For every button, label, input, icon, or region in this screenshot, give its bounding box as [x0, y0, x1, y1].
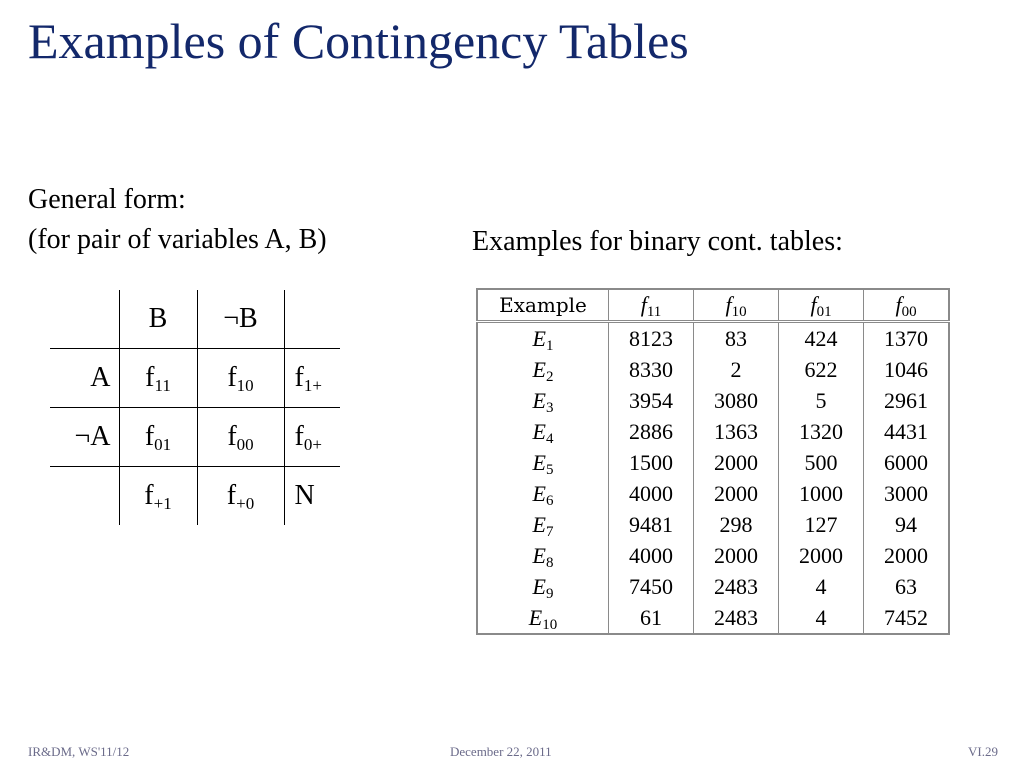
example-value: 2483 — [694, 602, 779, 634]
general-header-cell — [284, 290, 340, 349]
footer-date: December 22, 2011 — [450, 744, 552, 759]
footer-course: IR&DM, WS'11/12 — [28, 744, 130, 759]
general-cell: $f_{01}$ — [119, 408, 197, 467]
example-value: 4 — [779, 602, 864, 634]
example-value: 4000 — [609, 478, 694, 509]
example-value: 127 — [779, 509, 864, 540]
example-value: 622 — [779, 354, 864, 385]
example-label: $E_{10}$ — [477, 602, 609, 634]
example-value: 63 — [864, 571, 950, 602]
example-value: 8330 — [609, 354, 694, 385]
example-label: $E_4$ — [477, 416, 609, 447]
example-value: 2961 — [864, 385, 950, 416]
example-value: 1000 — [779, 478, 864, 509]
general-cell: N — [294, 480, 315, 511]
example-value: 4000 — [609, 540, 694, 571]
example-value: 2 — [694, 354, 779, 385]
general-header-cell: B — [119, 290, 197, 349]
examples-row — [477, 322, 949, 355]
example-value: 1370 — [864, 322, 950, 355]
general-form-heading-line2: (for pair of variables A, B) — [28, 224, 327, 255]
example-value: 2000 — [694, 540, 779, 571]
examples-row — [477, 540, 949, 571]
example-value: 4431 — [864, 416, 950, 447]
example-value: 7450 — [609, 571, 694, 602]
example-value: 2000 — [779, 540, 864, 571]
example-label: $E_7$ — [477, 509, 609, 540]
general-form-heading-line1: General form: — [28, 184, 186, 215]
example-label: $E_3$ — [477, 385, 609, 416]
example-value: 7452 — [864, 602, 950, 634]
example-label: $E_2$ — [477, 354, 609, 385]
slide-title: Examples of Contingency Tables — [28, 13, 689, 69]
examples-column-header: Example — [477, 289, 609, 322]
example-value: 2000 — [864, 540, 950, 571]
examples-row — [477, 354, 949, 385]
examples-row — [477, 416, 949, 447]
examples-row — [477, 447, 949, 478]
example-value: 6000 — [864, 447, 950, 478]
examples-header-row — [477, 289, 949, 322]
general-cell: $f_{+1}$ — [119, 467, 197, 526]
general-cell: $f_{10}$ — [197, 349, 284, 408]
example-value: 2886 — [609, 416, 694, 447]
example-value: 9481 — [609, 509, 694, 540]
example-value: 500 — [779, 447, 864, 478]
general-table-row — [50, 467, 340, 526]
example-label: $E_1$ — [477, 322, 609, 355]
example-label: $E_5$ — [477, 447, 609, 478]
general-row-label: A — [50, 349, 119, 408]
examples-row — [477, 571, 949, 602]
general-table-header-row — [50, 290, 340, 349]
examples-row — [477, 509, 949, 540]
example-value: 5 — [779, 385, 864, 416]
general-row-label — [50, 467, 119, 526]
examples-column-header: $f_{11}$ — [609, 289, 694, 322]
example-value: 2000 — [694, 478, 779, 509]
examples-column-header: $f_{01}$ — [779, 289, 864, 322]
example-value: 4 — [779, 571, 864, 602]
examples-heading: Examples for binary cont. tables: — [472, 226, 843, 257]
example-value: 3000 — [864, 478, 950, 509]
example-value: 94 — [864, 509, 950, 540]
general-header-cell: ¬B — [197, 290, 284, 349]
general-cell: $f_{11}$ — [119, 349, 197, 408]
general-row-label: ¬A — [50, 408, 119, 467]
example-value: 1046 — [864, 354, 950, 385]
example-value: 2000 — [694, 447, 779, 478]
example-label: $E_8$ — [477, 540, 609, 571]
example-value: 1500 — [609, 447, 694, 478]
general-cell: $f_{+0}$ — [197, 467, 284, 526]
example-value: 298 — [694, 509, 779, 540]
examples-column-header: $f_{00}$ — [864, 289, 950, 322]
examples-table — [476, 288, 950, 635]
example-value: 2483 — [694, 571, 779, 602]
example-label: $E_6$ — [477, 478, 609, 509]
example-value: 61 — [609, 602, 694, 634]
examples-row — [477, 478, 949, 509]
example-value: 3954 — [609, 385, 694, 416]
example-value: 1320 — [779, 416, 864, 447]
general-cell: $f_{00}$ — [197, 408, 284, 467]
examples-row — [477, 602, 949, 634]
example-value: 424 — [779, 322, 864, 355]
examples-column-header: $f_{10}$ — [694, 289, 779, 322]
example-value: 1363 — [694, 416, 779, 447]
example-label: $E_9$ — [477, 571, 609, 602]
example-value: 3080 — [694, 385, 779, 416]
general-cell: $f_{0+}$ — [284, 408, 340, 467]
example-value: 83 — [694, 322, 779, 355]
general-table-row — [50, 349, 340, 408]
footer-slide-number: VI.29 — [968, 744, 998, 759]
general-table-row — [50, 408, 340, 467]
examples-row — [477, 385, 949, 416]
general-form-heading — [28, 180, 327, 260]
general-header-cell — [50, 290, 119, 349]
example-value: 8123 — [609, 322, 694, 355]
general-contingency-table — [50, 290, 340, 525]
general-cell: $f_{1+}$ — [284, 349, 340, 408]
